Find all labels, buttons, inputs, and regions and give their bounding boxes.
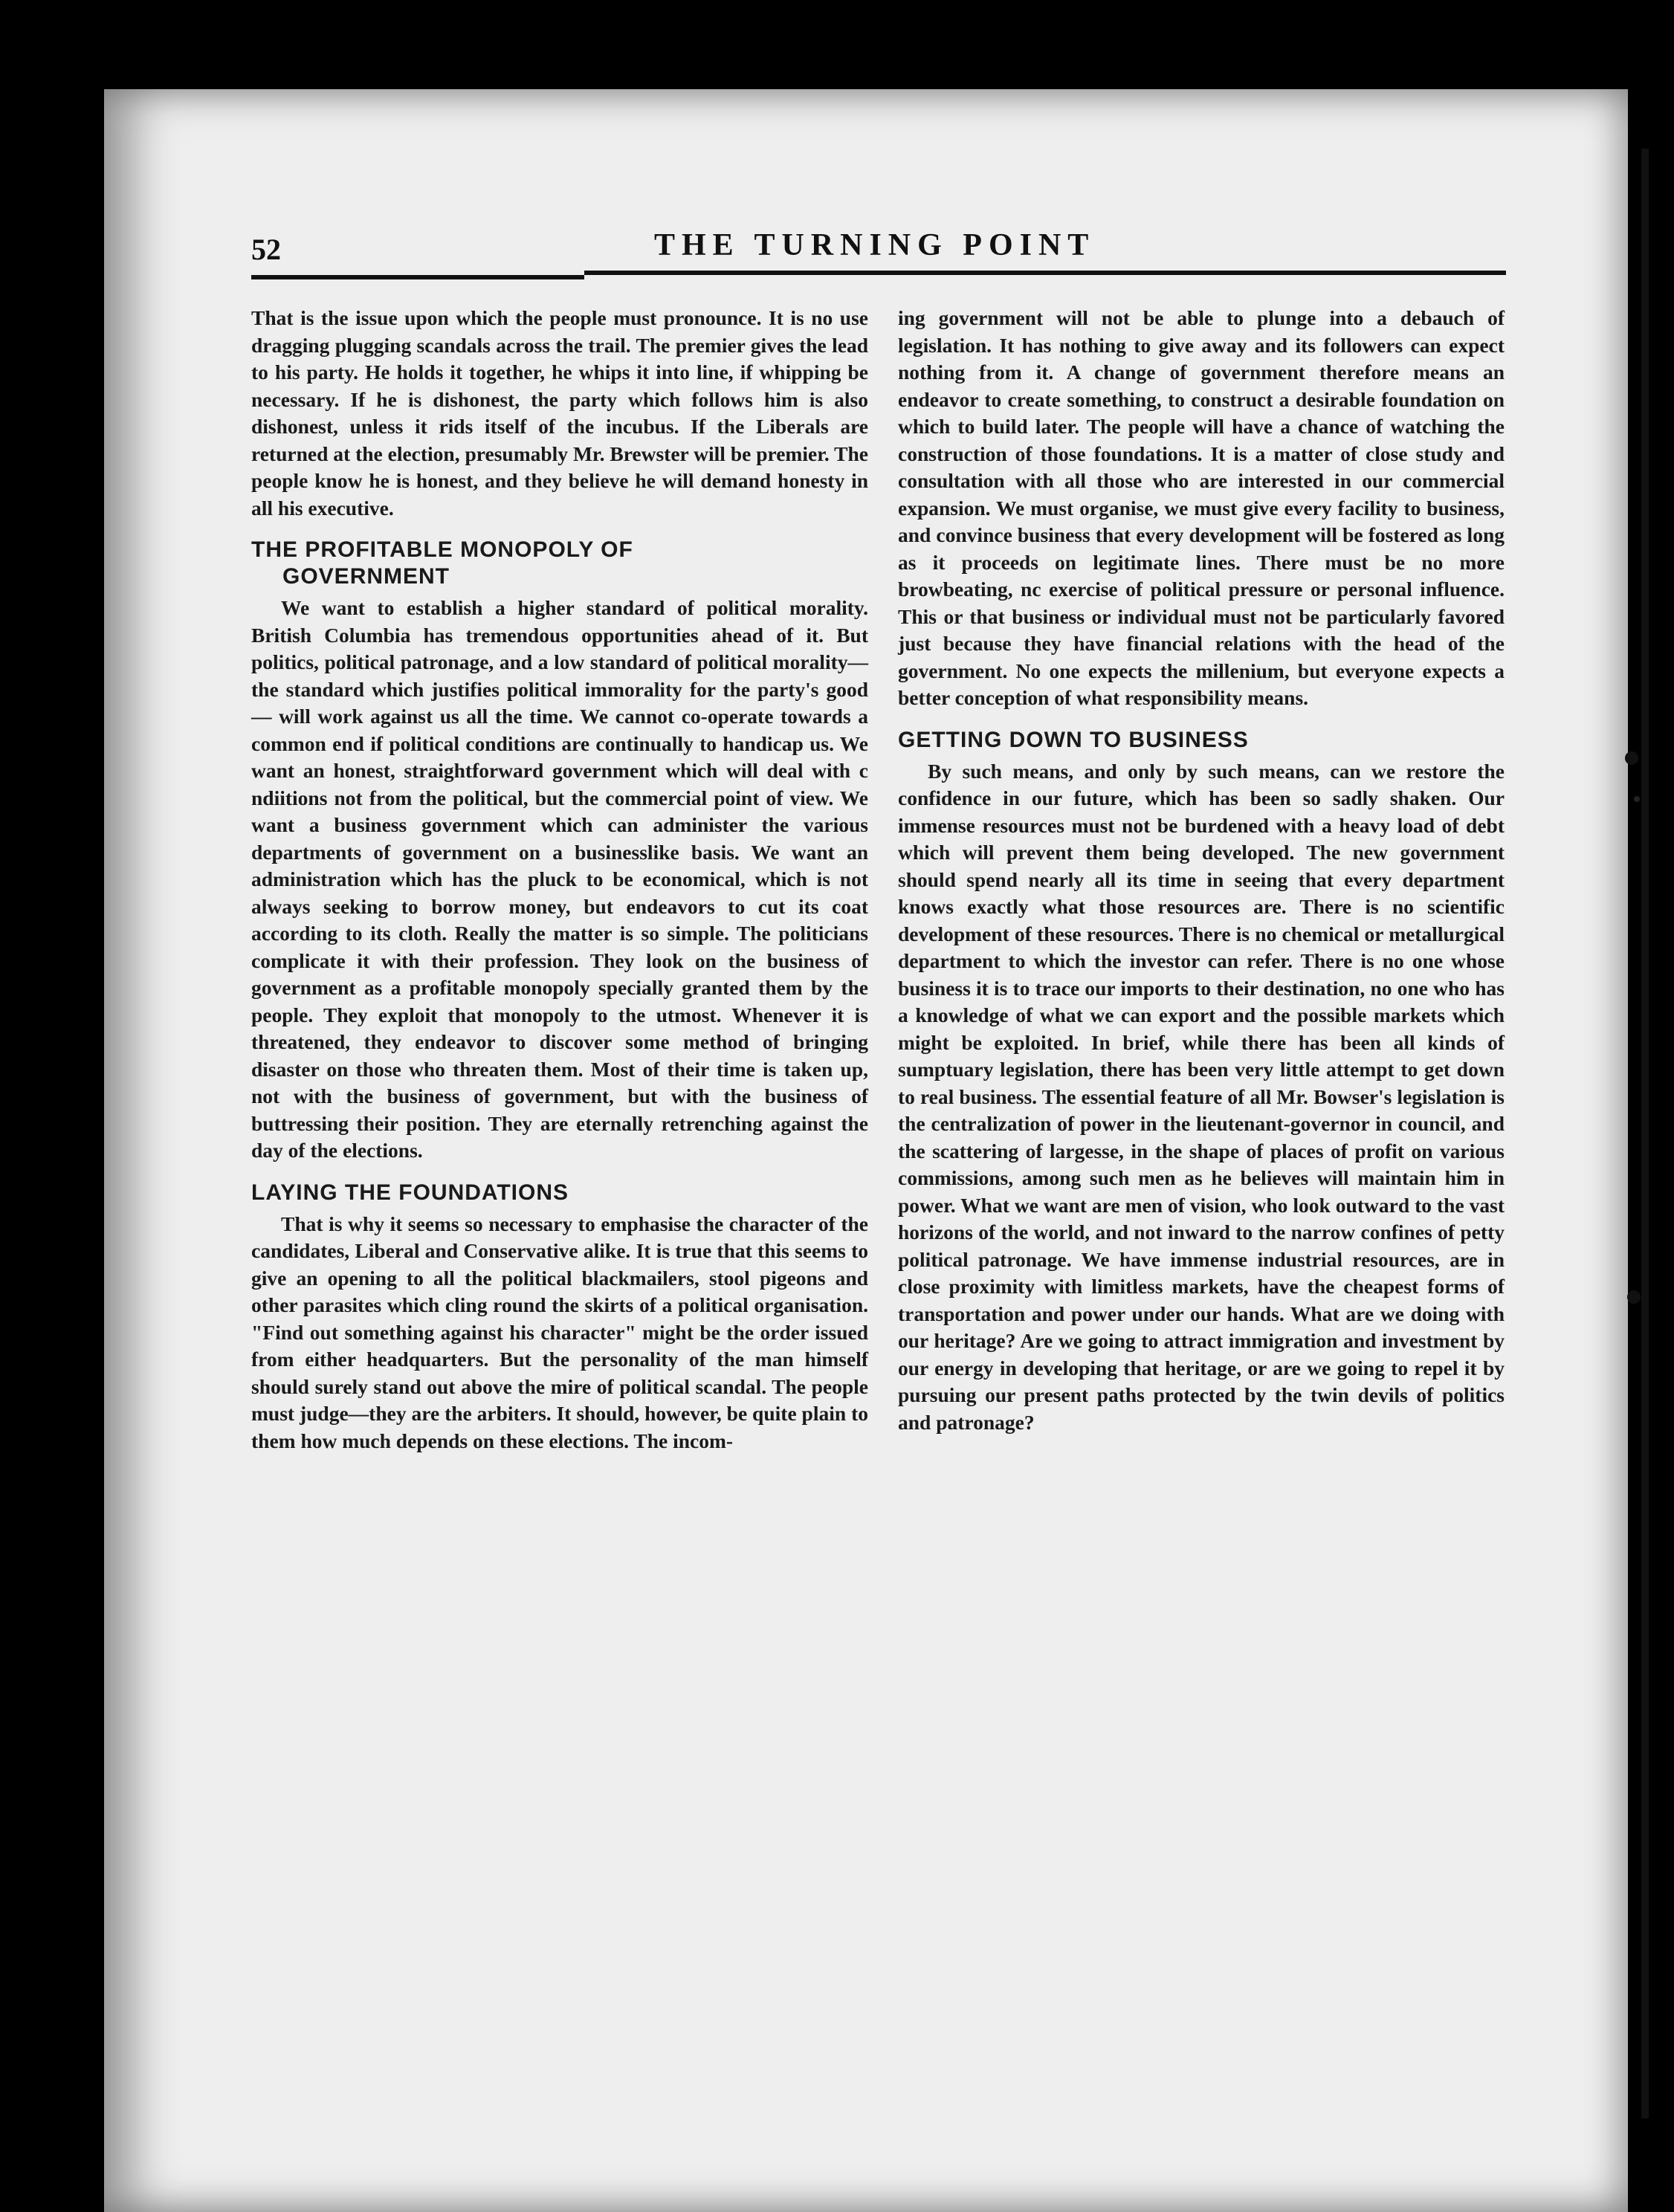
heading-line: GOVERNMENT	[282, 564, 450, 589]
scan-edge-marks	[1620, 104, 1658, 2185]
section-heading: GETTING DOWN TO BUSINESS	[898, 727, 1249, 752]
running-title: THE TURNING POINT	[654, 228, 1096, 262]
paragraph: We want to establish a higher standard of political morality. British Columbia has tremendous opportunities ahead of it. But politics, political patronage, and a low standard of political morality—the standard which justifies political immorality for the party's good — will work against us all the time. We cannot co-operate towards a common end if political conditions are continually to handicap us. We want an honest, straightforward government which will deal with c ndiitions not from the political, but the commercial point of view. We want a business government which can administer the various departments of government on a businesslike basis. We want an administration which has the pluck to be economical, which is not always seeking to borrow money, but endeavors to cut its coat according to its cloth. Really the matter is so simple. The politicians complicate it with their profession. They look on the business of government as a profitable monopoly specially granted them by the people. They exploit that monopoly to the utmost. Whenever it is threatened, they endeavor to discover some method of bringing disaster on those who threaten them. Most of their time is taken up, not with the business of government, but with the business of buttressing their position. They are eternally retrenching against the day of the elections.	[251, 596, 868, 1162]
paragraph: That is why it seems so necessary to emphasise the character of the candidates, Liberal and Conservative alike. It is true that this seems to give an opening to all the political blackmailers, stool pigeons and other parasites which cling round the skirts of a political organisation. "Find out something against his character" might be the order issued from either headquarters. But the personality of the man himself should surely stand out above the mire of political scandal. The people must judge—they are the arbiters. It should, however, be quite plain to them how much depends on these elections. The incom-	[251, 1212, 868, 1452]
ink-speck	[1625, 751, 1638, 765]
paragraph: By such means, and only by such means, can we restore the confidence in our future, which has been so sadly shaken. Our immense resources must not be burdened with a heavy load of debt which will prevent them being developed. The new government should spend nearly all its time in seeing that every department knows exactly what those resources are. There is no scientific development of these resources. There is no chemical or metallurgical department to which the investor can refer. There is no one whose business it is to trace our imports to their destination, no one who has a knowledge of what we can export and the possible markets which might be exploited. In brief, while there has been all kinds of sumptuary legislation, there has been very little attempt to get down to real business. The essential feature of all Mr. Bowser's legislation is the centralization of power in the lieutenant-governor in council, and the scattering of largesse, in the shape of places of profit on various commissions, among such men as he believes will maintain him in power. What we want are men of vision, who look outward to the vast horizons of the world, and not inward to the narrow confines of petty political patronage. We have immense industrial resources, are in close proximity with limitless markets, have the cheapest forms of transportation and power under our hands. What are we doing with our heritage? Are we going to attract immigration and investment by our energy in developing that heritage, or are we going to repel it by pursuing our present paths protected by the twin devils of politics and patronage?	[898, 759, 1505, 1434]
heading-line: THE PROFITABLE MONOPOLY OF	[251, 537, 633, 562]
paragraph: ing government will not be able to plunge into a debauch of legislation. It has nothing to give away and its followers can expect nothing from it. A change of government therefore means an endeavor to create something, to construct a desirable foundation on which to build later. The people will have a chance of watching the construction of those foundations. It is a matter of close study and consultation with all those who are interested in our commercial expansion. We must organise, we must give every facility to business, and convince business that every development will be fostered as long as it proceeds on legitimate lines. There must be no more browbeating, nc exercise of political pressure or personal influence. This or that business or individual must not be particularly favored just because they have financial relations with the head of the government. No one expects the millenium, but everyone expects a better conception of what responsibility means.	[898, 306, 1505, 709]
page-number: 52	[251, 233, 281, 266]
header-rule	[584, 271, 1506, 275]
paragraph: That is the issue upon which the people must pronounce. It is no use dragging plugging scandals across the trail. The premier gives the lead to his party. He holds it together, he whips it into line, if whipping be necessary. If he is dishonest, the party which follows him is also dishonest, unless it rids itself of the incubus. If the Liberals are returned at the election, presumably Mr. Brewster will be premier. The people know he is honest, and they believe he will demand honesty in all his executive.	[251, 306, 868, 520]
section-heading	[251, 537, 868, 590]
header-rule	[251, 275, 584, 279]
right-column	[898, 305, 1505, 1436]
ink-speck	[1627, 1290, 1641, 1304]
section-heading: LAYING THE FOUNDATIONS	[251, 1180, 569, 1205]
ink-speck	[1634, 796, 1640, 802]
left-column	[251, 305, 868, 1455]
